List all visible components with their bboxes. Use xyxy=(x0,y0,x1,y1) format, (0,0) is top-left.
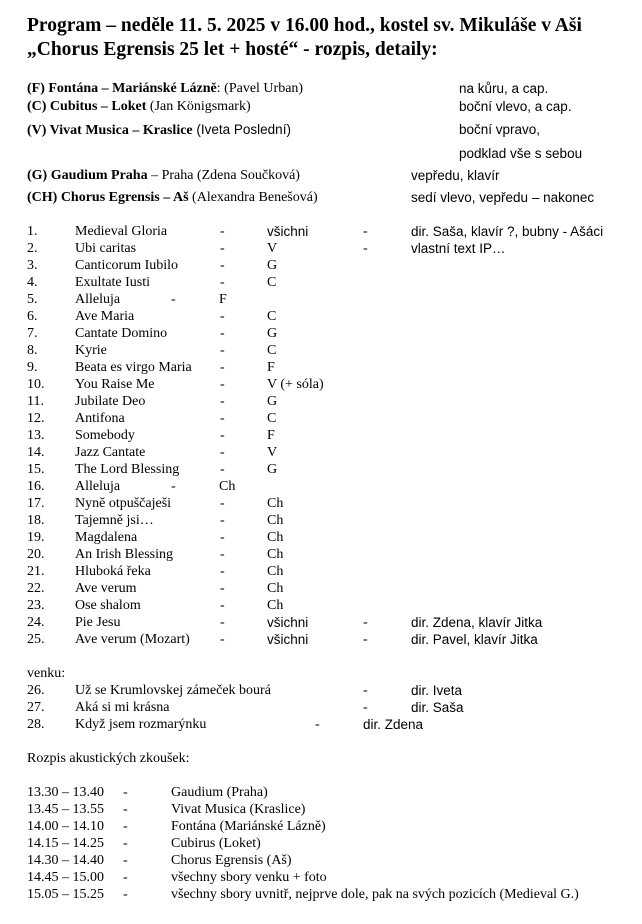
choir-v-position-2: podklad vše s sebou xyxy=(459,146,583,161)
program-choir: Ch xyxy=(267,530,284,545)
program-choir: C xyxy=(267,411,277,426)
outside-number: 27. xyxy=(27,700,45,715)
program-song-title: The Lord Blessing xyxy=(75,462,180,477)
program-dash: - xyxy=(220,411,225,426)
outside-song-title: Už se Krumlovskej zámeček bourá xyxy=(75,683,271,698)
rehearsal-description: Fontána (Mariánské Lázně) xyxy=(171,819,326,834)
program-dash: - xyxy=(220,309,225,324)
program-song-title: Ave verum (Mozart) xyxy=(75,632,190,647)
choir-c-position: boční vlevo, a cap. xyxy=(459,99,572,114)
program-number: 22. xyxy=(27,581,45,596)
outside-note: dir. Zdena xyxy=(363,717,424,732)
rehearsal-description: Chorus Egrensis (Aš) xyxy=(171,853,292,868)
program-dash: - xyxy=(363,632,368,647)
program-song-title: Ave Maria xyxy=(75,309,135,324)
rehearsal-dash: - xyxy=(123,819,128,834)
program-number: 19. xyxy=(27,530,45,545)
program-number: 11. xyxy=(27,394,44,409)
program-note: dir. Zdena, klavír Jitka xyxy=(411,615,543,630)
program-dash: - xyxy=(171,479,176,494)
choir-v-position: boční vpravo, xyxy=(459,122,541,137)
program-number: 13. xyxy=(27,428,45,443)
program-number: 23. xyxy=(27,598,45,613)
program-dash: - xyxy=(220,394,225,409)
rehearsal-time: 14.15 – 14.25 xyxy=(27,836,104,851)
program-number: 21. xyxy=(27,564,45,579)
program-dash: - xyxy=(220,241,225,256)
program-dash: - xyxy=(220,581,225,596)
rehearsal-description: Vivat Musica (Kraslice) xyxy=(171,802,306,817)
choir-f-contact: : (Pavel Urban) xyxy=(216,81,304,96)
outside-note: dir. Iveta xyxy=(411,683,463,698)
program-number: 2. xyxy=(27,241,38,256)
rehearsal-description: všechny sbory venku + foto xyxy=(171,870,327,885)
program-song-title: Nyně otpuščaješi xyxy=(75,496,172,511)
program-dash: - xyxy=(220,377,225,392)
outside-dash: - xyxy=(363,683,368,698)
program-choir: Ch xyxy=(267,547,284,562)
rehearsal-time: 14.30 – 14.40 xyxy=(27,853,104,868)
rehearsal-description: Gaudium (Praha) xyxy=(171,785,268,800)
program-song-title: Cantate Domino xyxy=(75,326,168,341)
program-choir: G xyxy=(267,258,278,273)
program-dash: - xyxy=(220,343,225,358)
outside-dash: - xyxy=(363,700,368,715)
program-number: 8. xyxy=(27,343,38,358)
rehearsal-description: Cubirus (Loket) xyxy=(171,836,261,851)
program-number: 17. xyxy=(27,496,45,511)
program-choir: C xyxy=(267,275,277,290)
choir-f xyxy=(27,81,303,97)
program-dash: - xyxy=(363,224,368,239)
program-song-title: Antifona xyxy=(75,411,125,426)
rehearsals-heading: Rozpis akustických zkoušek: xyxy=(27,751,190,766)
program-song-title: Tajemně jsi… xyxy=(75,513,154,528)
program-note: dir. Pavel, klavír Jitka xyxy=(411,632,538,647)
choir-ch-position: sedí vlevo, vepředu – nakonec xyxy=(411,190,595,205)
program-choir: Ch xyxy=(219,479,236,494)
program-song-title: Ose shalom xyxy=(75,598,141,613)
program-number: 20. xyxy=(27,547,45,562)
choir-ch-name: (CH) Chorus Egrensis – Aš xyxy=(27,190,189,205)
program-dash: - xyxy=(220,258,225,273)
program-number: 12. xyxy=(27,411,45,426)
program-dash: - xyxy=(220,496,225,511)
program-song-title: Beata es virgo Maria xyxy=(75,360,192,375)
program-song-title: Exultate Iusti xyxy=(75,275,151,290)
program-number: 9. xyxy=(27,360,38,375)
program-number: 24. xyxy=(27,615,45,630)
rehearsal-dash: - xyxy=(123,785,128,800)
program-number: 25. xyxy=(27,632,45,647)
program-number: 10. xyxy=(27,377,45,392)
program-choir: F xyxy=(267,360,275,375)
program-choir: V xyxy=(267,445,278,460)
choir-f-name: (F) Fontána – Mariánské Lázně xyxy=(27,81,217,96)
program-song-title: Canticorum Iubilo xyxy=(75,258,179,273)
program-choir: všichni xyxy=(267,632,309,647)
program-dash: - xyxy=(220,360,225,375)
program-choir: Ch xyxy=(267,598,284,613)
program-dash: - xyxy=(363,241,368,256)
program-dash: - xyxy=(220,326,225,341)
program-note: vlastní text IP… xyxy=(411,241,506,256)
program-song-title: Alleluja xyxy=(75,292,121,307)
rehearsal-time: 14.00 – 14.10 xyxy=(27,819,104,834)
program-dash: - xyxy=(220,615,225,630)
rehearsal-description: všechny sbory uvnitř, nejprve dole, pak na svých pozicích (Medieval G.) xyxy=(171,887,579,902)
outside-song-title: Když jsem rozmarýnku xyxy=(75,717,207,732)
outside-note: dir. Saša xyxy=(411,700,464,715)
program-choir: C xyxy=(267,309,277,324)
choir-v-contact: (Iveta Poslední) xyxy=(192,122,291,137)
rehearsal-dash: - xyxy=(123,836,128,851)
program-number: 18. xyxy=(27,513,45,528)
program-number: 4. xyxy=(27,275,38,290)
choir-ch-contact: (Alexandra Benešová) xyxy=(188,190,318,205)
program-choir: G xyxy=(267,462,278,477)
program-dash: - xyxy=(220,598,225,613)
program-dash: - xyxy=(220,564,225,579)
program-dash: - xyxy=(220,462,225,477)
choir-c xyxy=(27,99,251,115)
program-dash: - xyxy=(363,615,368,630)
program-song-title: Ubi caritas xyxy=(75,241,137,256)
program-number: 6. xyxy=(27,309,38,324)
program-choir: G xyxy=(267,394,278,409)
rehearsal-dash: - xyxy=(123,887,128,902)
choir-g-name: (G) Gaudium Praha xyxy=(27,168,148,183)
program-dash: - xyxy=(220,445,225,460)
rehearsal-time: 14.45 – 15.00 xyxy=(27,870,104,885)
program-song-title: Kyrie xyxy=(75,343,107,358)
rehearsal-time: 13.30 – 13.40 xyxy=(27,785,104,800)
choir-v xyxy=(27,122,291,139)
program-choir: Ch xyxy=(267,564,284,579)
rehearsal-time: 15.05 – 15.25 xyxy=(27,887,104,902)
rehearsal-time: 13.45 – 13.55 xyxy=(27,802,104,817)
program-song-title: Medieval Gloria xyxy=(75,224,168,239)
page-subtitle: „Chorus Egrensis 25 let + hosté“ - rozpis, detaily: xyxy=(27,39,438,60)
program-choir: G xyxy=(267,326,278,341)
program-dash: - xyxy=(220,632,225,647)
program-dash: - xyxy=(171,292,176,307)
program-choir: všichni xyxy=(267,615,309,630)
program-number: 1. xyxy=(27,224,38,239)
outside-number: 26. xyxy=(27,683,45,698)
program-number: 3. xyxy=(27,258,38,273)
program-number: 16. xyxy=(27,479,45,494)
choir-g-contact: – Praha (Zdena Součková) xyxy=(147,168,300,183)
outside-song-title: Aká si mi krásna xyxy=(75,700,170,715)
program-choir: V (+ sóla) xyxy=(267,377,324,392)
program-song-title: Magdalena xyxy=(75,530,138,545)
program-note: dir. Saša, klavír ?, bubny - Ašáci xyxy=(411,224,604,239)
program-choir: V xyxy=(267,241,278,256)
program-number: 7. xyxy=(27,326,38,341)
program-number: 15. xyxy=(27,462,45,477)
program-choir: C xyxy=(267,343,277,358)
choir-ch xyxy=(27,190,318,206)
program-number: 5. xyxy=(27,292,38,307)
program-song-title: You Raise Me xyxy=(75,377,155,392)
program-choir: F xyxy=(267,428,275,443)
rehearsal-dash: - xyxy=(123,870,128,885)
rehearsal-dash: - xyxy=(123,853,128,868)
program-dash: - xyxy=(220,275,225,290)
program-number: 14. xyxy=(27,445,45,460)
choir-c-name: (C) Cubitus – Loket xyxy=(27,99,147,114)
program-dash: - xyxy=(220,224,225,239)
program-dash: - xyxy=(220,530,225,545)
program-dash: - xyxy=(220,547,225,562)
program-choir: všichni xyxy=(267,224,309,239)
program-choir: F xyxy=(219,292,227,307)
choir-c-contact: (Jan Königsmark) xyxy=(146,99,251,114)
choir-f-position: na kůru, a cap. xyxy=(459,81,549,96)
program-choir: Ch xyxy=(267,496,284,511)
program-song-title: Jazz Cantate xyxy=(75,445,146,460)
program-song-title: Ave verum xyxy=(75,581,137,596)
outside-number: 28. xyxy=(27,717,45,732)
program-song-title: Jubilate Deo xyxy=(75,394,146,409)
outside-dash: - xyxy=(315,717,320,732)
program-song-title: Alleluja xyxy=(75,479,121,494)
choir-g xyxy=(27,168,300,184)
program-choir: Ch xyxy=(267,513,284,528)
program-song-title: An Irish Blessing xyxy=(75,547,173,562)
page-title: Program – neděle 11. 5. 2025 v 16.00 hod., kostel sv. Mikuláše v Aši xyxy=(27,15,582,36)
choir-g-position: vepředu, klavír xyxy=(411,168,500,183)
program-dash: - xyxy=(220,513,225,528)
program-song-title: Somebody xyxy=(75,428,135,443)
outside-heading: venku: xyxy=(27,666,66,681)
program-song-title: Pie Jesu xyxy=(75,615,121,630)
rehearsal-dash: - xyxy=(123,802,128,817)
program-dash: - xyxy=(220,428,225,443)
program-choir: Ch xyxy=(267,581,284,596)
program-song-title: Hluboká řeka xyxy=(75,564,151,579)
choir-v-name: (V) Vivat Musica – Kraslice xyxy=(27,123,193,138)
